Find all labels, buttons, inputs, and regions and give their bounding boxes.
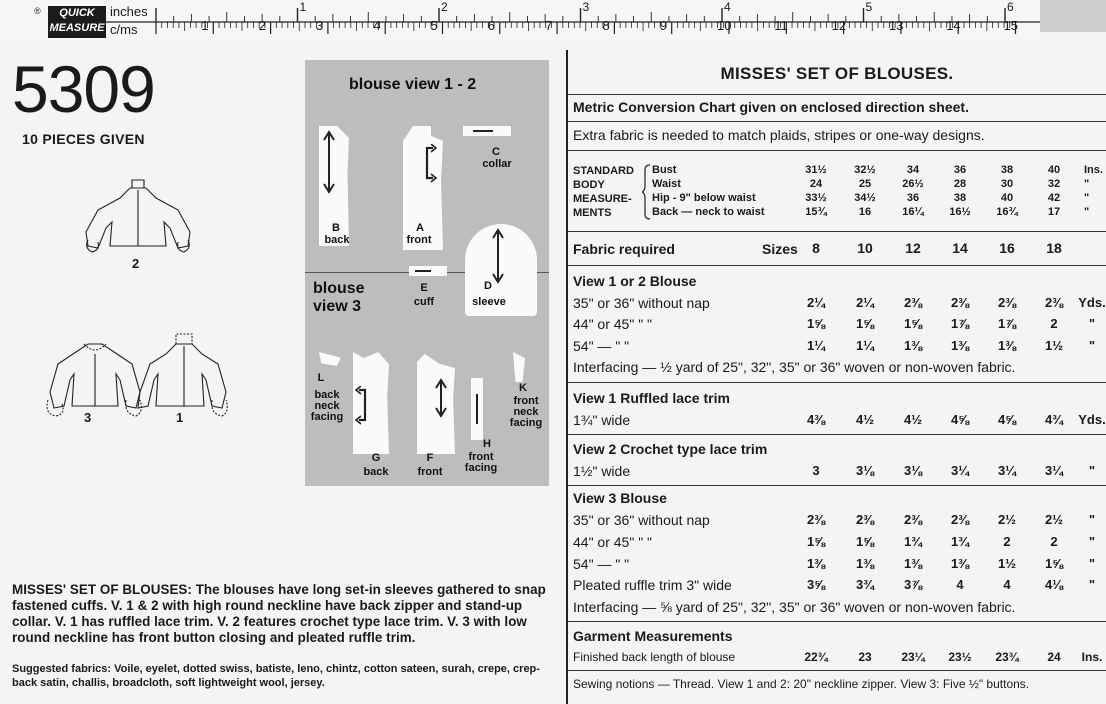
pattern-pieces-panel [305, 60, 549, 486]
cm-tick-label: 14 [946, 18, 961, 33]
fabric-row-label: Pleated ruffle trim 3" wide [573, 577, 732, 593]
quick-measure-logo [48, 6, 106, 38]
fabric-row-value: 2⅜ [903, 512, 923, 527]
cm-tick-label: 11 [774, 18, 788, 33]
suggested-fabrics [12, 662, 552, 690]
fabric-row-value: 3¼ [950, 463, 970, 478]
registered-mark: ® [34, 6, 41, 16]
rule-10 [568, 670, 1106, 671]
fabric-row-unit: " [1088, 463, 1096, 478]
fabric-row-label: 35" or 36" without nap [573, 295, 710, 311]
piece-e-letter: E [420, 282, 428, 294]
collar-grainline [473, 130, 493, 132]
body-row-value: 16 [858, 206, 872, 218]
cm-tick-label: 5 [430, 18, 438, 33]
fabric-row-value: 3¼ [997, 463, 1017, 478]
fabric-row-value: 2½ [1044, 512, 1064, 527]
cm-tick-label: 6 [487, 18, 496, 33]
garment-row-value: 23 [858, 650, 872, 664]
rule-9 [568, 621, 1106, 622]
measurements-brace [642, 164, 652, 220]
rule-4 [568, 231, 1106, 232]
ruler-scale [0, 0, 1040, 40]
fabric-row-value: 4⅜ [806, 412, 826, 427]
fabric-row-value: 1⅝ [903, 316, 923, 331]
piece-d-letter: D [484, 280, 492, 292]
fabric-row-label: 44" or 45" " " [573, 316, 653, 332]
blouse-illustrations [40, 170, 280, 430]
fabric-row-value: 4⅝ [997, 412, 1017, 427]
garment-row-value: 23½ [948, 650, 972, 664]
rule-6 [568, 382, 1106, 383]
pattern-piece-l-back-neck-facing [319, 352, 341, 366]
piece-g-letter: G [371, 452, 381, 464]
body-row-value: 30 [1000, 178, 1014, 190]
garment-row-value: 23¾ [995, 650, 1019, 664]
garment-row-value: 22¾ [804, 650, 828, 664]
size-header: 16 [999, 240, 1015, 256]
fabric-row-value: 4 [956, 577, 964, 592]
fabric-row-value: 3¼ [1044, 463, 1064, 478]
fabric-row-value: 1⅜ [855, 556, 875, 571]
body-row-value: 16½ [949, 206, 971, 218]
metric-note: Metric Conversion Chart given on enclosed direction sheet. [573, 99, 969, 115]
piece-a-letter: A [416, 222, 424, 234]
fig-label-3: 3 [84, 410, 92, 425]
rule-5 [568, 265, 1106, 266]
piece-c-name: collar [482, 158, 512, 170]
fabric-row-value: 2¼ [806, 295, 826, 310]
body-measurements-label [573, 164, 634, 220]
fabric-row-label: 35" or 36" without nap [573, 512, 710, 528]
fabric-row-value: 1¼ [806, 338, 826, 353]
fabric-row-unit: " [1088, 316, 1096, 331]
fabric-row-label: 1¾" wide [573, 412, 631, 428]
piece-d-name: sleeve [472, 296, 506, 308]
sizes-label: Sizes [762, 241, 798, 257]
view-1-trim-title: View 1 Ruffled lace trim [573, 390, 730, 406]
body-row-value: 16¼ [902, 206, 924, 218]
cm-tick-label: 8 [602, 18, 610, 33]
fabric-row-unit: " [1088, 338, 1096, 353]
garment-row-value: 24 [1047, 650, 1061, 664]
piece-g-name: back [363, 466, 389, 478]
garment-row-value: 23¼ [901, 650, 925, 664]
rule-3 [568, 150, 1106, 151]
fabric-row-value: 1⅞ [950, 316, 970, 331]
cm-tick-label: 12 [831, 18, 847, 33]
cuff-grainline [415, 270, 431, 272]
pattern-piece-k-front-neck-facing [513, 352, 525, 382]
brand-top: QUICK [59, 7, 95, 19]
body-row-value: 40 [1047, 164, 1061, 176]
brand-bottom: MEASURE [49, 22, 105, 34]
size-header: 8 [812, 240, 820, 256]
piece-a-name: front [406, 234, 432, 246]
fabric-row-value: 1¼ [855, 338, 875, 353]
body-row-name: Back — neck to waist [652, 206, 765, 218]
fabric-row-value: 1½ [1044, 338, 1064, 353]
body-row-value: 38 [953, 192, 967, 204]
inch-tick-label: 4 [724, 0, 731, 14]
piece-e-name: cuff [413, 296, 435, 308]
inch-tick-label: 2 [441, 0, 448, 14]
fabric-row-value: 1⅜ [903, 556, 923, 571]
fabric-row-value: 2 [1050, 534, 1058, 549]
piece-k-name: front neck facing [509, 395, 543, 429]
fabric-row-value: 1⅝ [806, 316, 826, 331]
view-1-2-title: View 1 or 2 Blouse [573, 273, 697, 289]
body-row-value: 40 [1000, 192, 1014, 204]
body-row-value: 25 [858, 178, 872, 190]
garment-measurements-title: Garment Measurements [573, 628, 733, 644]
piece-l-letter: L [317, 372, 325, 384]
panel-title-views-1-2: blouse view 1 - 2 [349, 76, 477, 93]
body-row-value: 16¾ [996, 206, 1018, 218]
body-row-unit: " [1084, 206, 1090, 218]
fabric-row-value: 2⅜ [997, 295, 1017, 310]
body-row-value: 15¾ [805, 206, 827, 218]
piece-l-name: back neck facing [310, 389, 344, 423]
fabric-required-label: Fabric required [573, 241, 675, 257]
fabric-row-value: 1⅝ [855, 534, 875, 549]
description-lead: MISSES' SET OF BLOUSES: [12, 582, 192, 597]
body-row-value: 36 [953, 164, 967, 176]
cm-tick-label: 4 [373, 18, 381, 33]
body-label-line: MENTS [573, 207, 612, 219]
fabric-row-unit: " [1088, 577, 1096, 592]
garment-row-unit: Ins. [1081, 650, 1103, 664]
rule-7 [568, 434, 1106, 435]
fabric-row-unit: " [1088, 556, 1096, 571]
fabric-row-value: 1½ [997, 556, 1017, 571]
fabric-row-value: 1⅜ [950, 556, 970, 571]
body-row-value: 32½ [854, 164, 876, 176]
fabric-row-value: 1¾ [950, 534, 970, 549]
inch-tick-label: 6 [1007, 0, 1014, 14]
fabric-row-value: 3⅛ [903, 463, 923, 478]
cm-tick-label: 7 [545, 18, 553, 33]
fabric-row-value: 2⅜ [806, 512, 826, 527]
body-row-name: Waist [652, 178, 681, 190]
piece-f-name: front [417, 466, 443, 478]
fabrics-list: Voile, eyelet, dotted swiss, batiste, leno, chintz, cotton sateen, surah, crepe, crep-back satin, challis, broadcloth, soft lightweight wool, jersey. [12, 663, 540, 689]
fabric-row-value: 1⅜ [806, 556, 826, 571]
cm-tick-label: 15 [1003, 18, 1018, 33]
fabric-row-value: 3 [812, 463, 820, 478]
body-row-value: 26½ [902, 178, 924, 190]
extra-fabric-note: Extra fabric is needed to match plaids, stripes or one-way designs. [573, 127, 985, 143]
fig-label-2: 2 [132, 256, 140, 271]
size-header: 10 [857, 240, 873, 256]
inch-tick-label: 5 [865, 0, 873, 14]
rule-2 [568, 121, 1106, 122]
description-body: The blouses have long set-in sleeves gathered to snap fastened cuffs. V. 1 & 2 with high round neckline have back zipper and stand-up collar. V. 1 has ruffled lace trim. V. 2 features crochet type lace trim. V. 3 with low round neckline has front button closing and pleated ruffle trim. [12, 582, 546, 645]
fig-label-1: 1 [176, 410, 184, 425]
quick-measure-ruler [0, 0, 1040, 40]
grainline-arrow-d [489, 228, 507, 284]
fabric-row-value: 2¼ [855, 295, 875, 310]
inch-tick-label: 3 [582, 0, 590, 14]
fabric-row-value: 1⅝ [855, 316, 875, 331]
fabric-row-value: 1⅜ [903, 338, 923, 353]
blouse-view-1-drawing [138, 334, 227, 416]
rule-1 [568, 94, 1106, 95]
fabric-row-value: 3⅞ [903, 577, 923, 592]
fabric-row-label: 54" — " " [573, 556, 630, 572]
fabric-row-value: 2 [1050, 316, 1058, 331]
body-row-value: 34½ [854, 192, 876, 204]
fabric-row-value: 3⅛ [855, 463, 875, 478]
cm-tick-label: 13 [888, 18, 904, 33]
inch-tick-label: 1 [299, 0, 307, 14]
body-row-value: 28 [953, 178, 967, 190]
view-2-trim-title: View 2 Crochet type lace trim [573, 441, 768, 457]
body-row-value: 38 [1000, 164, 1014, 176]
view-3-title: View 3 Blouse [573, 490, 667, 506]
inches-label: inches [110, 4, 148, 19]
fold-arrow-g [355, 386, 371, 426]
fabric-row-label: 54" — " " [573, 338, 630, 354]
fabric-row-value: 1¾ [903, 534, 923, 549]
fabric-row-value: 2⅜ [950, 295, 970, 310]
pieces-given: 10 PIECES GIVEN [22, 131, 145, 147]
piece-b-name: back [324, 234, 350, 246]
garment-row-label: Finished back length of blouse [573, 650, 736, 664]
body-row-value: 31½ [805, 164, 827, 176]
panel-title-view-3-line2: view 3 [313, 298, 362, 315]
fabric-row-value: 1⅜ [950, 338, 970, 353]
body-row-value: 34 [906, 164, 920, 176]
fabric-row-unit: Yds. [1078, 295, 1106, 310]
body-row-value: 42 [1047, 192, 1061, 204]
fabric-row-value: 4¾ [1044, 412, 1064, 427]
fabric-row-value: 3¾ [855, 577, 875, 592]
fabric-row-value: 4 [1003, 577, 1011, 592]
fabric-row-value: 2⅜ [950, 512, 970, 527]
fabric-row-value: 3⅝ [806, 577, 826, 592]
body-row-name: Hip - 9" below waist [652, 192, 756, 204]
fabric-row-value: 1⅝ [1044, 556, 1064, 571]
body-row-value: 24 [809, 178, 823, 190]
body-row-value: 17 [1047, 206, 1061, 218]
body-label-line: MEASURE- [573, 193, 632, 205]
body-row-name: Bust [652, 164, 677, 176]
fabric-row-label: 44" or 45" " " [573, 534, 653, 550]
view-1-2-interfacing: Interfacing — ½ yard of 25", 32", 35" or 36" woven or non-woven fabric. [573, 359, 1016, 375]
cm-tick-label: 9 [659, 18, 667, 33]
fabric-row-value: 2½ [997, 512, 1017, 527]
piece-f-letter: F [426, 452, 434, 464]
cm-tick-label: 3 [315, 18, 324, 33]
piece-h-name: front facing [464, 451, 498, 474]
body-row-unit: Ins. [1084, 164, 1103, 176]
fabric-row-value: 2⅜ [1044, 295, 1064, 310]
rule-8 [568, 485, 1106, 486]
piece-b-letter: B [332, 222, 340, 234]
fabric-row-value: 2 [1003, 534, 1011, 549]
size-header: 12 [905, 240, 921, 256]
body-label-line: STANDARD [573, 165, 634, 177]
corner-shade [1040, 0, 1106, 32]
fabric-row-value: 1⅞ [997, 316, 1017, 331]
cm-label: c/ms [110, 22, 138, 37]
grainline-arrow-f [433, 378, 449, 418]
body-row-unit: " [1084, 178, 1090, 190]
fold-arrow-a [423, 144, 439, 184]
column-divider [566, 50, 568, 704]
panel-title-view-3-line1: blouse [313, 280, 365, 297]
cm-tick-label: 10 [717, 18, 732, 33]
fabric-row-value: 4½ [855, 412, 875, 427]
fabrics-lead: Suggested fabrics: [12, 663, 112, 675]
fabric-row-value: 2⅜ [903, 295, 923, 310]
fabric-row-value: 1⅝ [806, 534, 826, 549]
fabric-row-unit: Yds. [1078, 412, 1106, 427]
fabric-row-unit: " [1088, 534, 1096, 549]
body-row-value: 32 [1047, 178, 1061, 190]
pattern-number: 5309 [12, 52, 155, 126]
fabric-row-value: 4⅛ [1044, 577, 1064, 592]
pattern-description [12, 582, 552, 646]
blouse-view-3-drawing [47, 344, 141, 416]
pattern-title: MISSES' SET OF BLOUSES. [720, 64, 954, 83]
piece-h-letter: H [483, 438, 491, 450]
fabric-row-value: 4⅝ [950, 412, 970, 427]
body-row-unit: " [1084, 192, 1090, 204]
cm-tick-label: 2 [258, 18, 266, 33]
body-label-line: BODY [573, 179, 605, 191]
piece-k-letter: K [519, 382, 527, 394]
body-row-value: 36 [906, 192, 920, 204]
size-header: 14 [952, 240, 968, 256]
facing-grainline [476, 394, 478, 424]
body-row-value: 33½ [805, 192, 827, 204]
view-3-interfacing: Interfacing — ⅝ yard of 25", 32", 35" or 36" woven or non-woven fabric. [573, 599, 1016, 615]
fabric-row-unit: " [1088, 512, 1096, 527]
sewing-notions: Sewing notions — Thread. View 1 and 2: 20" neckline zipper. View 3: Five ½" buttons. [573, 677, 1030, 691]
piece-c-letter: C [492, 146, 500, 158]
blouse-view-2-drawing [86, 180, 190, 252]
fabric-row-label: 1½" wide [573, 463, 631, 479]
grainline-arrow-b [319, 130, 339, 194]
fabric-row-value: 4½ [903, 412, 923, 427]
size-header: 18 [1046, 240, 1062, 256]
fabric-row-value: 1⅜ [997, 338, 1017, 353]
cm-tick-label: 1 [201, 18, 209, 33]
fabric-row-value: 2⅜ [855, 512, 875, 527]
